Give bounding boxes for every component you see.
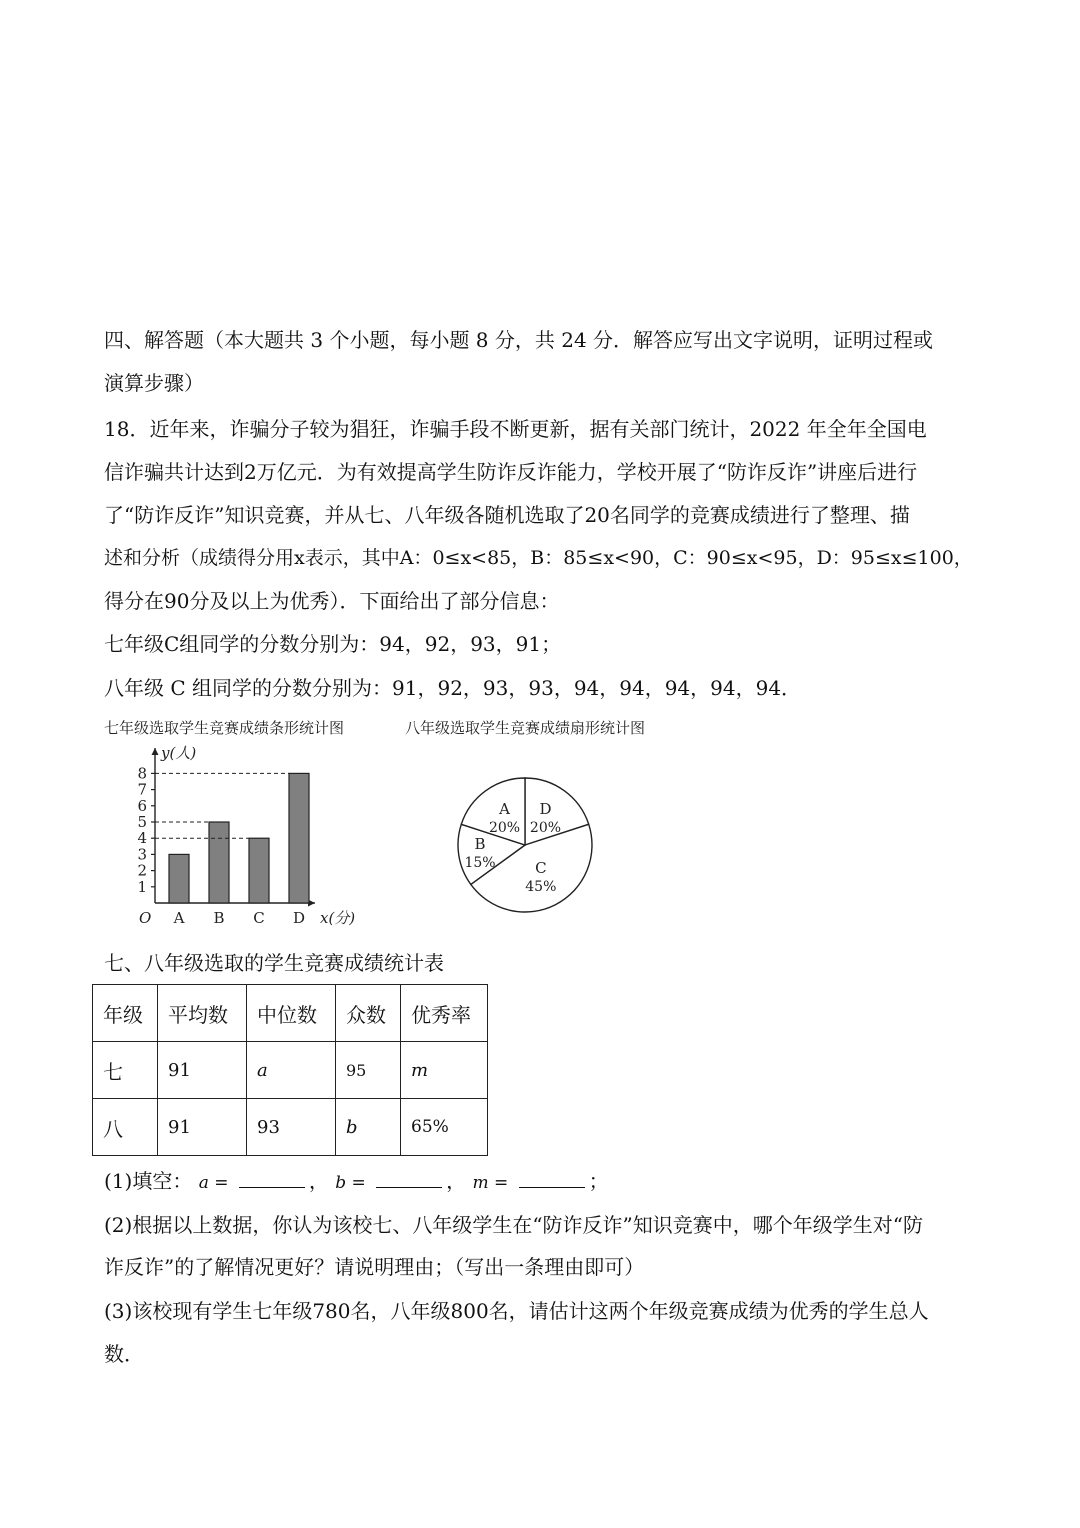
problem-line-2: 信诈骗共计达到2万亿元．为有效提高学生防诈反诈能力，学校开展了“防诈反诈”讲座后进行 <box>104 460 918 484</box>
header-cell: 优秀率 <box>401 985 488 1042</box>
x-tick-label: A <box>173 909 185 927</box>
pie-label-A: A <box>499 799 510 818</box>
table-caption: 七、八年级选取的学生竞赛成绩统计表 <box>104 951 444 975</box>
pie-value-D: 20% <box>529 819 562 836</box>
q1-b-label: b = <box>335 1173 366 1193</box>
table-cell: 65% <box>401 1099 488 1156</box>
y-axis-label: y(人) <box>161 744 197 762</box>
table-cell: b <box>336 1099 401 1156</box>
section-header-line-1: 四、解答题（本大题共 3 个小题，每小题 8 分，共 24 分．解答应写出文字说明，证明过程或 <box>104 328 934 352</box>
table-cell: 七 <box>93 1042 158 1099</box>
table-row <box>93 1099 488 1156</box>
stats-table <box>92 984 488 1156</box>
header-cell: 年级 <box>93 985 158 1042</box>
q1-comma: ， <box>446 1169 467 1193</box>
bar-chart-title: 七年级选取学生竞赛成绩条形统计图 <box>104 719 345 737</box>
y-tick-label: 4 <box>137 829 147 848</box>
question-2-line-2: 诈反诈”的了解情况更好？请说明理由；（写出一条理由即可） <box>104 1255 645 1279</box>
origin-label: O <box>139 909 152 927</box>
pie-value-B: 15% <box>464 855 496 872</box>
header-cell: 中位数 <box>247 985 336 1042</box>
pie-label-B: B <box>474 835 486 854</box>
x-tick-label: D <box>292 909 306 927</box>
problem-line-1: 18．近年来，诈骗分子较为猖狂，诈骗手段不断更新，据有关部门统计，2022 年全年全国电 <box>104 417 927 441</box>
pie-label-C: C <box>535 859 547 878</box>
q1-a-blank[interactable] <box>239 1167 305 1188</box>
y-tick-label: 7 <box>137 780 147 799</box>
x-tick-label: B <box>213 909 225 927</box>
problem-line-5: 得分在90分及以上为优秀）．下面给出了部分信息： <box>104 589 560 613</box>
header-cell: 众数 <box>336 985 401 1042</box>
q1-m-label: m = <box>472 1173 509 1193</box>
problem-line-3: 了“防诈反诈”知识竞赛，并从七、八年级各随机选取了20名同学的竞赛成绩进行了整理、描 <box>104 503 910 527</box>
y-tick-label: 5 <box>137 813 147 831</box>
question-3-line-1: (3)该校现有学生七年级780名，八年级800名，请估计这两个年级竞赛成绩为优秀的学生总人 <box>104 1299 929 1323</box>
bar-D <box>289 773 309 903</box>
bar-chart <box>100 740 380 930</box>
x-axis-label: x(分) <box>320 909 356 927</box>
y-tick-label: 8 <box>137 764 147 783</box>
q1-m-blank[interactable] <box>519 1167 585 1188</box>
y-tick-label: 6 <box>137 796 147 815</box>
y-tick-label: 3 <box>137 845 147 864</box>
pie-chart-title: 八年级选取学生竞赛成绩扇形统计图 <box>405 719 646 737</box>
y-tick-label: 1 <box>137 877 147 896</box>
table-cell: 91 <box>158 1042 247 1099</box>
q1-comma: ， <box>308 1169 329 1193</box>
table-cell: 93 <box>247 1099 336 1156</box>
table-cell: a <box>247 1042 336 1099</box>
table-cell: m <box>401 1042 488 1099</box>
table-row <box>93 1042 488 1099</box>
q1-b-blank[interactable] <box>376 1167 442 1188</box>
bar-C <box>249 838 269 903</box>
grade8-c-scores: 八年级 C 组同学的分数分别为：91，92，93，93，94，94，94，94，94． <box>104 676 802 700</box>
section-header-line-2: 演算步骤） <box>104 371 204 395</box>
y-tick-label: 2 <box>137 861 147 880</box>
grade7-c-scores: 七年级C组同学的分数分别为：94，92，93，91； <box>104 632 562 656</box>
table-cell: 91 <box>158 1099 247 1156</box>
bar-A <box>169 854 189 903</box>
q1-end: ； <box>588 1169 609 1193</box>
header-cell: 平均数 <box>158 985 247 1042</box>
question-1 <box>104 1166 609 1198</box>
pie-value-C: 45% <box>525 879 557 896</box>
question-3-line-2: 数． <box>104 1342 144 1366</box>
table-header-row <box>93 985 488 1042</box>
pie-value-A: 20% <box>488 819 521 836</box>
x-tick-label: C <box>253 909 265 927</box>
pie-chart <box>440 760 610 930</box>
q1-prefix: (1)填空： <box>104 1169 193 1193</box>
y-axis-arrow <box>152 748 159 755</box>
table-cell: 95 <box>336 1042 401 1099</box>
pie-label-D: D <box>539 799 552 818</box>
question-2-line-1: (2)根据以上数据，你认为该校七、八年级学生在“防诈反诈”知识竞赛中，哪个年级学生对“防 <box>104 1213 924 1237</box>
problem-line-4: 述和分析（成绩得分用x表示，其中A：0≤x<85，B：85≤x<90，C：90≤x<95，D：95≤x≤100， <box>104 547 973 569</box>
bar-B <box>209 822 229 903</box>
q1-a-label: a = <box>198 1173 229 1193</box>
table-cell: 八 <box>93 1099 158 1156</box>
